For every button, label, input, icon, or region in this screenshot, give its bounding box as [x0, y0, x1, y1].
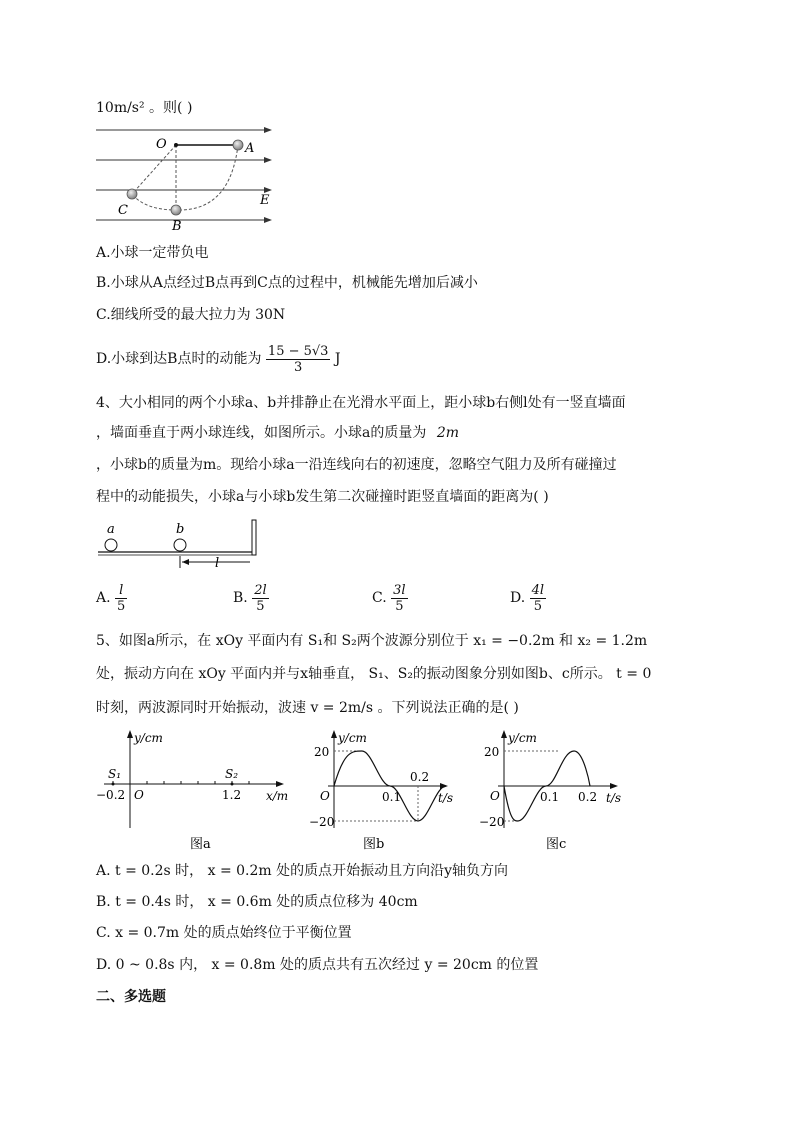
q4-option-d-numerator: 4l [531, 582, 545, 598]
q5-option-a[interactable]: A. t = 0.2s 时， x = 0.2m 处的质点开始振动且方向沿y轴负方向 [96, 863, 509, 879]
distance-arrow [182, 559, 189, 565]
field-arrow-1 [264, 127, 272, 133]
x-label: x/m [266, 789, 289, 803]
q4-option-a-label: A. [96, 590, 111, 606]
label-b: b [176, 522, 185, 537]
label-e: E [260, 193, 270, 208]
q4-option-a-denominator: 5 [117, 598, 126, 614]
pivot-o [174, 143, 178, 147]
q4-option-d[interactable] [510, 578, 546, 618]
label-xm02: −0.2 [96, 788, 126, 802]
label-a: a [107, 522, 115, 537]
q4-line-3: ，小球b的质量为m。现给小球a一沿连线向右的初速度，忽略空气阻力及所有碰撞过 [96, 457, 617, 473]
q4-line-2-text: ，墙面垂直于两小球连线，如图所示。小球a的质量为 [96, 425, 427, 441]
y-label: y/cm [338, 731, 367, 745]
q5-line-1: 5、如图a所示，在 xOy 平面内有 S₁和 S₂两个波源分别位于 x₁ = −0.2m 和 x₂ = 1.2m [96, 633, 648, 649]
section-title-multiple-choice: 二、多选题 [96, 989, 166, 1005]
q4-line-2 [96, 423, 459, 443]
q4-mass-a: 2m [436, 425, 459, 441]
t-label: t/s [438, 791, 454, 805]
q5-line-3: 时刻，两波源同时开始振动，波速 v = 2m/s 。下列说法正确的是( ) [96, 700, 519, 716]
label-c: C [118, 203, 128, 218]
ball-c [127, 189, 137, 199]
label-m20: −20 [309, 815, 335, 829]
t-label: t/s [606, 791, 622, 805]
ball-b [174, 539, 186, 551]
q5-option-d[interactable]: D. 0 ~ 0.8s 内， x = 0.8m 处的质点共有五次经过 y = 20cm 的位置 [96, 957, 539, 973]
q3-figure [90, 122, 280, 232]
q4-option-c-label: C. [372, 590, 387, 606]
source-s1 [112, 783, 115, 786]
q4-option-c-denominator: 5 [395, 598, 404, 614]
q3-option-d-denominator: 3 [294, 359, 303, 375]
y-label: y/cm [508, 731, 537, 745]
q5-figure-c [476, 728, 636, 854]
q4-option-b-label: B. [233, 590, 248, 606]
q4-option-c-numerator: 3l [393, 582, 406, 598]
field-arrow-2 [264, 157, 272, 163]
q4-option-c-fraction [391, 583, 407, 614]
source-s2 [231, 783, 234, 786]
label-x12: 1.2 [222, 788, 242, 802]
caption: 图c [546, 837, 567, 852]
q5-option-b[interactable]: B. t = 0.4s 时， x = 0.6m 处的质点位移为 40cm [96, 894, 418, 910]
q3-option-a[interactable]: A.小球一定带负电 [96, 245, 209, 261]
y-axis-arrow [501, 730, 507, 738]
label-b: B [172, 219, 182, 232]
q4-option-c[interactable] [372, 578, 408, 618]
q4-option-b-denominator: 5 [256, 598, 265, 614]
q3-option-d-unit: J [334, 351, 341, 367]
q3-option-d[interactable] [96, 340, 341, 378]
label-o: O [134, 788, 144, 802]
dashed-oc [132, 145, 176, 194]
q4-line-1: 4、大小相同的两个小球a、b并排静止在光滑水平面上，距小球b右侧l处有一竖直墙面 [96, 395, 626, 411]
y-axis-arrow [331, 730, 337, 738]
caption: 图a [190, 837, 211, 852]
q4-option-a-fraction [115, 583, 127, 614]
arc-path [132, 145, 238, 210]
q4-option-b-numerator: 2l [254, 582, 267, 598]
q4-option-a-numerator: l [115, 583, 127, 599]
t-axis-arrow [610, 783, 618, 789]
q4-line-4: 程中的动能损失，小球a与小球b发生第二次碰撞时距竖直墙面的距离为( ) [96, 489, 549, 505]
label-m20: −20 [479, 815, 505, 829]
q3-option-c[interactable]: C.细线所受的最大拉力为 30N [96, 307, 286, 323]
q4-option-d-denominator: 5 [533, 598, 542, 614]
q4-option-a[interactable] [96, 578, 127, 618]
y-axis-arrow [127, 730, 133, 738]
q4-option-b-fraction [252, 583, 268, 614]
label-01: 0.1 [540, 790, 560, 804]
q3-option-d-numerator: 15 − 5√3 [267, 343, 329, 359]
q3-text-tail: 10m/s² 。则( ) [96, 100, 193, 116]
q4-figure [90, 516, 270, 572]
label-s2: S₂ [225, 767, 239, 781]
ball-a [233, 140, 243, 150]
q3-option-d-text: D.小球到达B点时的动能为 [96, 351, 262, 367]
q5-line-2: 处，振动方向在 xOy 平面内并与x轴垂直， S₁、S₂的振动图象分别如图b、c所示。 t = 0 [96, 666, 652, 682]
q3-option-b[interactable]: B.小球从A点经过B点再到C点的过程中，机械能先增加后减小 [96, 275, 478, 291]
caption: 图b [363, 837, 385, 852]
label-01: 0.1 [382, 790, 402, 804]
wall [252, 520, 256, 555]
label-o: O [490, 789, 500, 803]
label-02: 0.2 [410, 770, 430, 784]
q4-option-b[interactable] [233, 578, 269, 618]
q5-option-c[interactable]: C. x = 0.7m 处的质点始终位于平衡位置 [96, 925, 352, 941]
q4-option-d-fraction [530, 583, 546, 614]
label-a: A [245, 141, 255, 156]
label-20: 20 [314, 745, 330, 759]
ball-a [105, 539, 117, 551]
label-o: O [156, 137, 167, 152]
x-axis-arrow [276, 781, 284, 787]
ball-b [171, 205, 181, 215]
q3-option-d-fraction [266, 344, 331, 375]
label-s1: S₁ [108, 767, 122, 781]
q5-figure-a [94, 728, 294, 854]
label-l: l [215, 556, 220, 571]
label-02: 0.2 [578, 790, 598, 804]
y-label: y/cm [134, 731, 163, 745]
q5-figure-b [306, 728, 466, 854]
q4-option-d-label: D. [510, 590, 526, 606]
label-20: 20 [484, 745, 500, 759]
field-arrow-4 [264, 217, 272, 223]
label-o: O [320, 789, 330, 803]
